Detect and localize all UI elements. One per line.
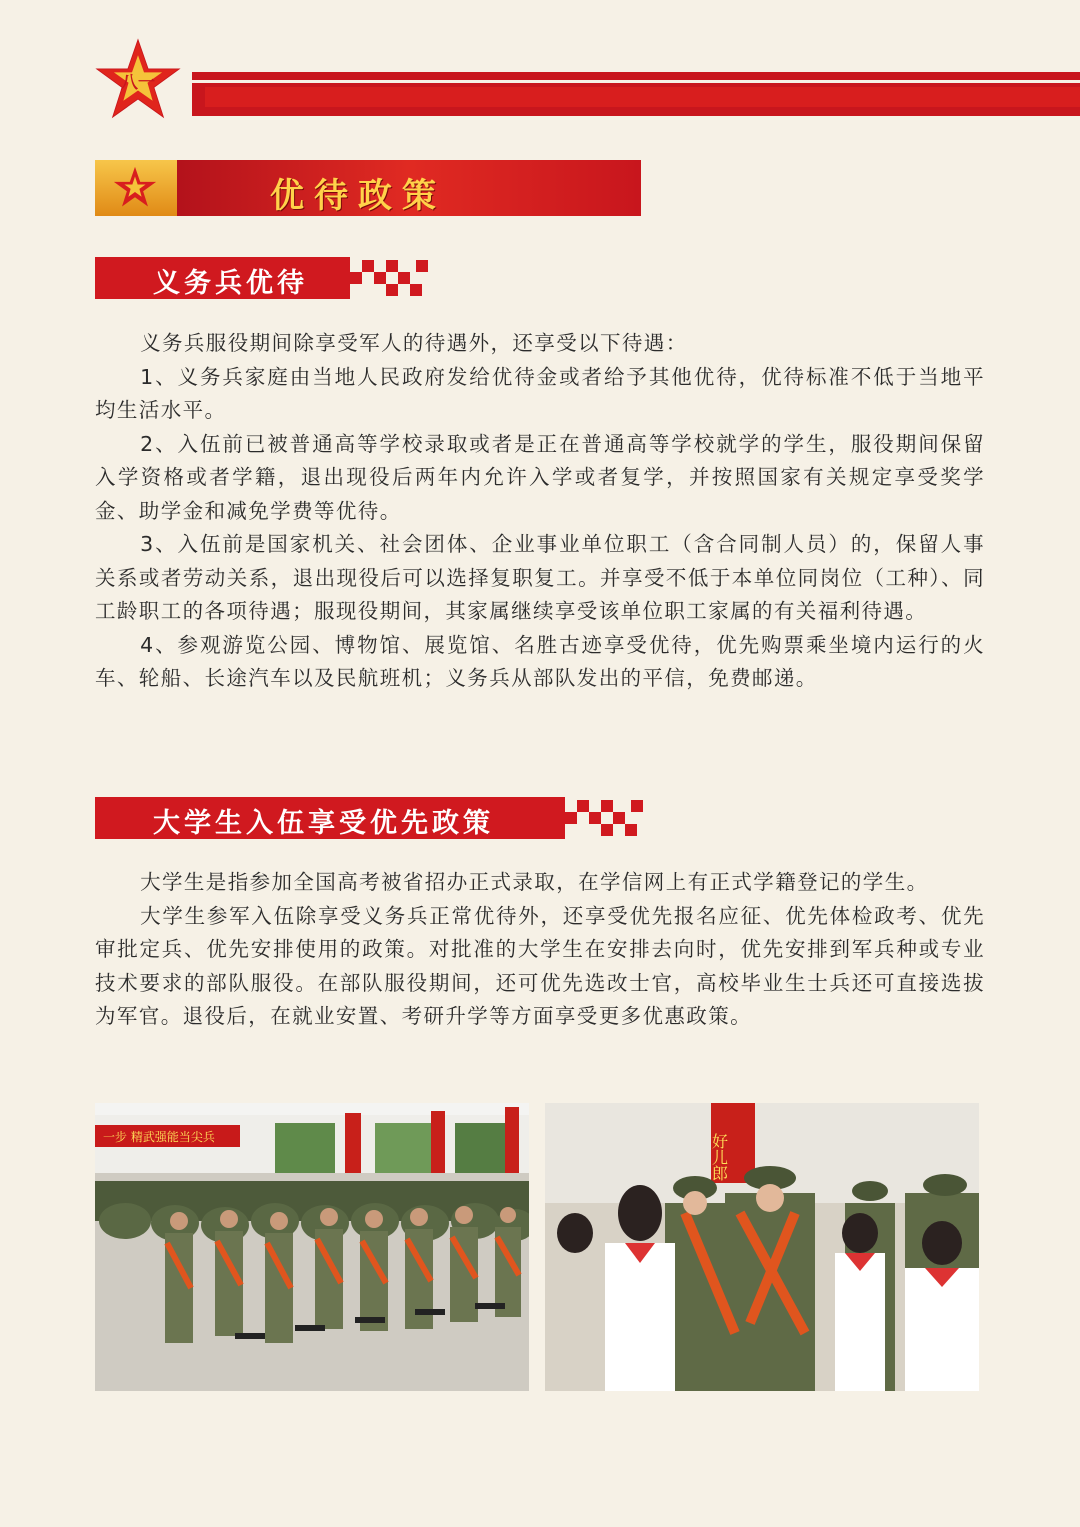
top-bar-inner — [205, 87, 1080, 107]
subsection-header-2 — [95, 797, 655, 839]
photo1-banner-text: 一步 精武强能当尖兵 — [103, 1130, 215, 1144]
paragraph: 义务兵服役期间除享受军人的待遇外，还享受以下待遇： — [140, 331, 688, 355]
subsection-title-2: 大学生入伍享受优先政策 — [153, 808, 494, 839]
star-emblem-text: 八一 — [120, 72, 156, 93]
photo2-banner-text: 好儿郎 — [709, 1133, 729, 1181]
photo-enlistment-ceremony — [95, 1103, 529, 1391]
top-bar-stripe — [192, 80, 1080, 83]
paragraph: 1、义务兵家庭由当地人民政府发给优待金或者给予其他优待，优待标准不低于当地平均生活水平。 — [95, 364, 985, 422]
section-title: 优待政策 — [270, 176, 446, 216]
ceremony-illustration — [95, 1103, 529, 1391]
subsection-title-1: 义务兵优待 — [153, 268, 308, 299]
paragraph: 大学生是指参加全国高考被省招办正式录取，在学信网上有正式学籍登记的学生。 — [140, 870, 929, 894]
army-star-emblem — [95, 38, 181, 124]
section-title-banner — [95, 160, 641, 216]
section-1-body — [95, 327, 985, 696]
paragraph: 大学生参军入伍除享受义务兵正常优待外，还享受优先报名应征、优先体检政考、优先审批定兵、优先安排使用的政策。对批准的大学生在安排去向时，优先安排到军兵种或专业技术要求的部队服役。在部队服役期间，还可优先选改士官，高校毕业生士兵还可直接选拔为军官。退役后，在就业安置、考研升学等方面享受更多优惠政策。 — [95, 903, 985, 1028]
paragraph: 4、参观游览公园、博物馆、展览馆、名胜古迹享受优待，优先购票乘坐境内运行的火车、轮船、长途汽车以及民航班机；义务兵从部队发出的平信，免费邮递。 — [95, 632, 985, 690]
photo-sash-presentation — [545, 1103, 979, 1391]
paragraph: 3、入伍前是国家机关、社会团体、企业事业单位职工（含合同制人员）的，保留人事关系或者劳动关系，退出现役后可以选择复职复工。并享受不低于本单位同岗位（工种）、同工龄职工的各项待遇；服现役期间，其家属继续享受该单位职工家属的有关福利待遇。 — [95, 532, 985, 623]
small-star-icon — [113, 166, 157, 210]
sash-illustration — [545, 1103, 979, 1391]
section-2-body — [95, 866, 985, 1034]
subsection-header-1 — [95, 257, 435, 299]
paragraph: 2、入伍前已被普通高等学校录取或者是正在普通高等学校就学的学生，服役期间保留入学资格或者学籍，退出现役后两年内允许入学或者复学，并按照国家有关规定享受奖学金、助学金和减免学费等优待。 — [95, 431, 985, 523]
